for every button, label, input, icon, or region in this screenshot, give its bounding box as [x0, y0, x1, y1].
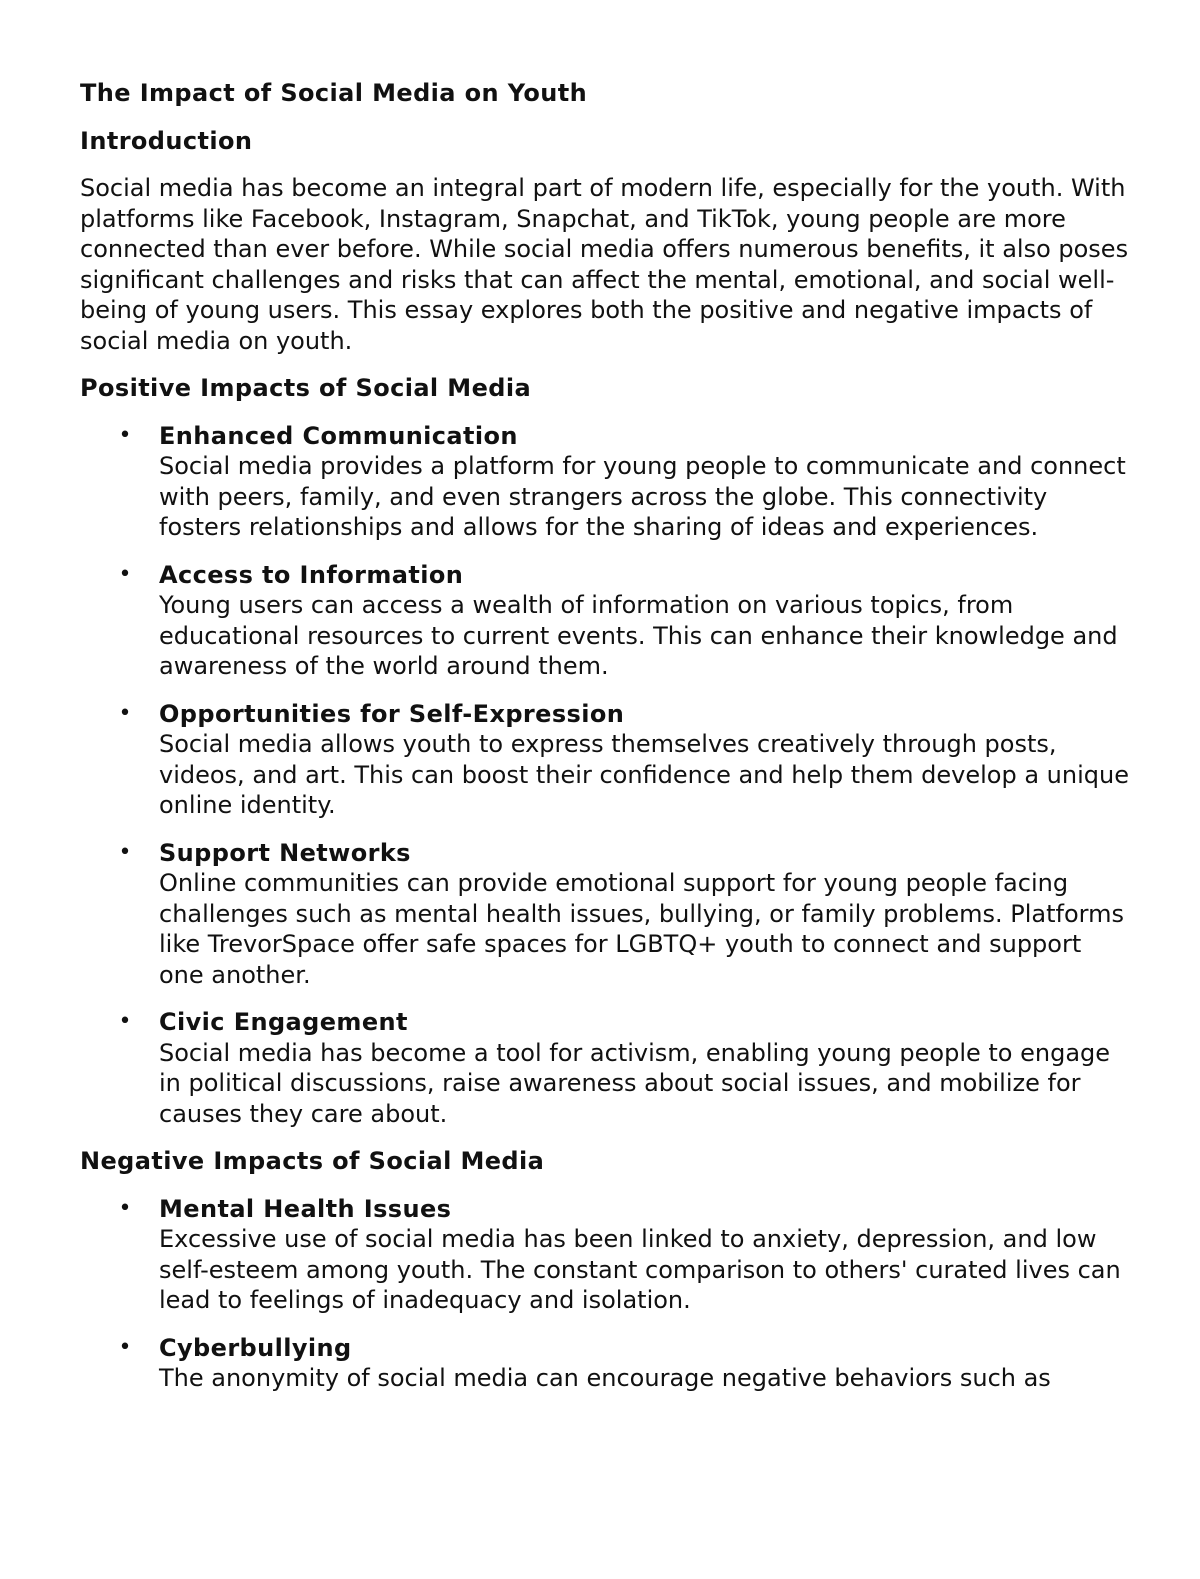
list-item: [80, 1007, 1130, 1129]
list-item: [80, 838, 1130, 991]
item-body: Social media has become a tool for activism, enabling young people to engage in political discussions, raise awareness about social issues, and mobilize for causes they care about.: [159, 1038, 1111, 1128]
item-heading: Civic Engagement: [159, 1008, 408, 1036]
item-heading: Mental Health Issues: [159, 1194, 452, 1223]
document-title: The Impact of Social Media on Youth: [80, 79, 588, 107]
item-body: The anonymity of social media can encourage negative behaviors such as: [159, 1364, 1051, 1392]
item-body: Young users can access a wealth of information on various topics, from educational resources to current events. This can enhance their knowledge and awareness of the world around them.: [159, 591, 1118, 680]
list-item: [80, 1333, 1130, 1394]
item-heading: Support Networks: [159, 838, 411, 867]
list-item: [80, 1194, 1130, 1316]
item-body: Excessive use of social media has been linked to anxiety, depression, and low self-esteem among youth. The constant comparison to others' curated lives can lead to feelings of inadequacy and isolation.: [159, 1225, 1121, 1314]
list-item: [80, 699, 1130, 821]
bullet-icon: •: [118, 422, 132, 448]
bullet-icon: •: [118, 700, 132, 726]
list-item: [80, 560, 1130, 682]
positive-impacts-list: [80, 421, 1130, 1130]
bullet-icon: •: [118, 1334, 132, 1360]
positive-impacts-heading: Positive Impacts of Social Media: [80, 374, 532, 402]
item-body: Online communities can provide emotional support for young people facing challenges such as mental health issues, bullying, or family problems. Platforms like TrevorSpace offer safe spaces for LGBTQ+ youth to connect and support one another.: [159, 869, 1124, 989]
bullet-icon: •: [118, 1009, 132, 1034]
item-heading: Cyberbullying: [159, 1333, 352, 1362]
bullet-icon: •: [118, 839, 132, 865]
bullet-icon: •: [118, 1195, 132, 1221]
introduction-heading: Introduction: [80, 126, 253, 155]
introduction-paragraph: Social media has become an integral part of modern life, especially for the youth. With platforms like Facebook, Instagram, Snapchat, and TikTok, young people are more connected than ever before. While social media offers numerous benefits, it also poses significant challenges and risks that can affect the mental, emotional, and social well-being of young users. This essay explores both the positive and negative impacts of social media on youth.: [80, 174, 1129, 355]
negative-impacts-list: [80, 1194, 1130, 1394]
item-body: Social media provides a platform for young people to communicate and connect with peers, family, and even strangers across the globe. This connectivity fosters relationships and allows for the sharing of ideas and experiences.: [159, 452, 1126, 541]
item-heading: Opportunities for Self-Expression: [159, 699, 625, 728]
document-page: [80, 78, 1130, 1411]
bullet-icon: •: [118, 561, 132, 587]
list-item: [80, 421, 1130, 543]
item-body: Social media allows youth to express themselves creatively through posts, videos, and art. This can boost their confidence and help them develop a unique online identity.: [159, 730, 1129, 819]
negative-impacts-heading: Negative Impacts of Social Media: [80, 1147, 545, 1175]
item-heading: Enhanced Communication: [159, 421, 518, 450]
item-heading: Access to Information: [159, 560, 464, 589]
